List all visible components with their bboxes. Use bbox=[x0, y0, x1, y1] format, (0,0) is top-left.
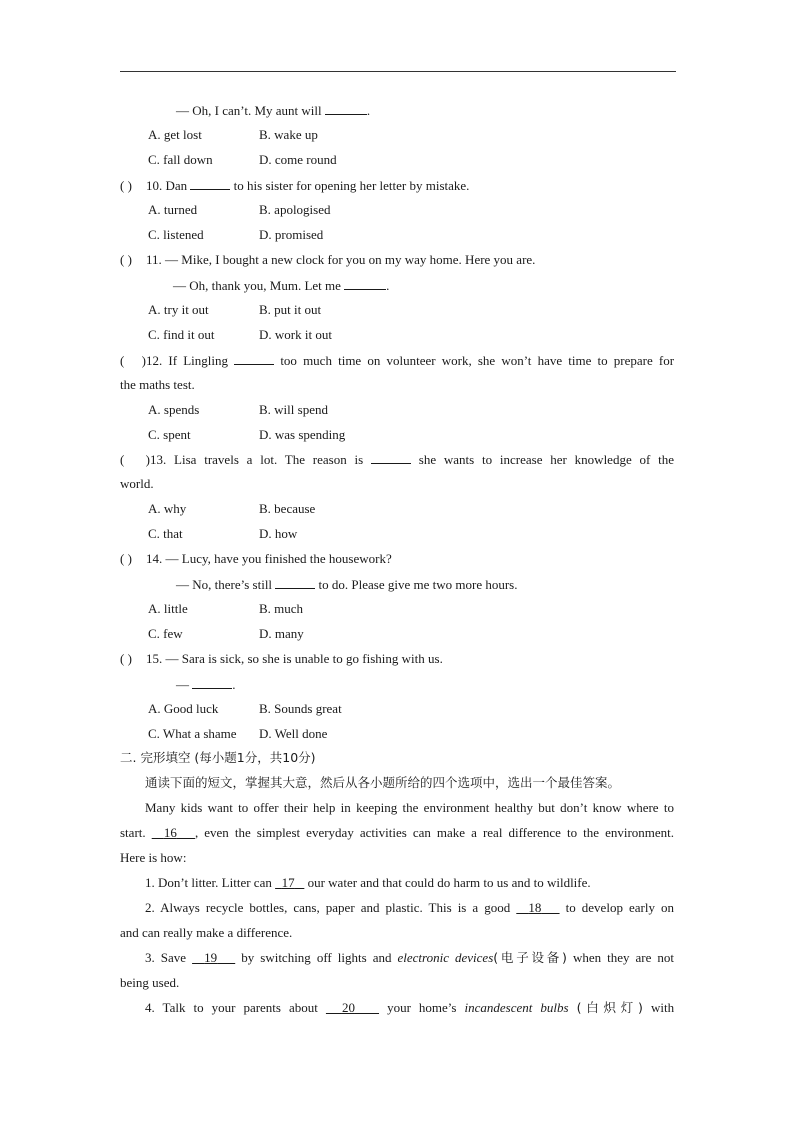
q14-option-a[interactable]: A. little bbox=[148, 601, 188, 616]
q12-option-a[interactable]: A. spends bbox=[148, 402, 200, 417]
passage-item3: 3. Save 19 by switching off lights and electronic devices(电子设备) when they are not bbox=[145, 950, 675, 965]
q9-option-a[interactable]: A. get lost bbox=[148, 127, 202, 142]
q15-option-b[interactable]: B. Sounds great bbox=[259, 701, 342, 716]
answer-blank[interactable] bbox=[325, 102, 367, 115]
passage-item2-cont: and can really make a difference. bbox=[120, 925, 293, 940]
q11-option-d[interactable]: D. work it out bbox=[259, 327, 332, 342]
q15-stem: ( ) 15. — Sara is sick, so she is unable to go fishing with us. bbox=[120, 651, 443, 666]
passage-p1-line1: Many kids want to offer their help in keeping the environment healthy but don’t know where to bbox=[145, 800, 674, 815]
q13-option-d[interactable]: D. how bbox=[259, 526, 298, 541]
q12-option-d[interactable]: D. was spending bbox=[259, 427, 346, 442]
q14-option-c[interactable]: C. few bbox=[148, 626, 183, 641]
q13-option-b[interactable]: B. because bbox=[259, 501, 316, 516]
answer-paren[interactable]: ( ) bbox=[120, 551, 132, 566]
cloze-blank-20[interactable]: 20 bbox=[341, 1000, 355, 1015]
cloze-blank-17[interactable]: 17 bbox=[281, 875, 295, 890]
header-rule bbox=[120, 71, 676, 72]
q10-option-c[interactable]: C. listened bbox=[148, 227, 204, 242]
q9-option-c[interactable]: C. fall down bbox=[148, 152, 213, 167]
q13-option-a[interactable]: A. why bbox=[148, 501, 187, 516]
q10-option-a[interactable]: A. turned bbox=[148, 202, 198, 217]
answer-paren[interactable]: ( ) bbox=[120, 252, 132, 267]
passage-p1-line2: start. 16 , even the simplest everyday activities can make a real difference to the environment. bbox=[120, 825, 675, 840]
cloze-blank-18[interactable]: 18 bbox=[528, 900, 542, 915]
q9-option-b[interactable]: B. wake up bbox=[259, 127, 318, 142]
q10-option-b[interactable]: B. apologised bbox=[259, 202, 331, 217]
q15-option-d[interactable]: D. Well done bbox=[259, 726, 328, 741]
q11-option-b[interactable]: B. put it out bbox=[259, 302, 322, 317]
cloze-blank-16[interactable]: 16 bbox=[163, 825, 177, 840]
q13-option-c[interactable]: C. that bbox=[148, 526, 183, 541]
answer-paren[interactable]: ( ) bbox=[120, 178, 132, 193]
section-title: 二. 完形填空 (每小题1分，共10分) bbox=[120, 750, 316, 765]
passage-item4: 4. Talk to your parents about 20 your home’s incandescent bulbs (白炽灯) with bbox=[145, 1000, 675, 1015]
q15-reply: — . bbox=[176, 677, 236, 692]
answer-paren[interactable]: ( ) bbox=[120, 452, 150, 467]
q9-option-d[interactable]: D. come round bbox=[259, 152, 337, 167]
q14-option-d[interactable]: D. many bbox=[259, 626, 304, 641]
q10-stem: ( ) 10. Dan to his sister for opening her letter by mistake. bbox=[120, 178, 470, 193]
q13-stem: ( )13. Lisa travels a lot. The reason is she wants to increase her knowledge of the bbox=[120, 452, 675, 467]
q11-option-a[interactable]: A. try it out bbox=[148, 302, 209, 317]
cloze-blank-19[interactable]: 19 bbox=[204, 950, 218, 965]
answer-blank[interactable] bbox=[234, 352, 274, 365]
q14-option-b[interactable]: B. much bbox=[259, 601, 304, 616]
passage-p1-line3: Here is how: bbox=[120, 850, 187, 865]
answer-blank[interactable] bbox=[371, 451, 411, 464]
q15-option-a[interactable]: A. Good luck bbox=[148, 701, 219, 716]
answer-blank[interactable] bbox=[275, 576, 315, 589]
q13-stem-cont: world. bbox=[120, 476, 154, 491]
answer-paren[interactable]: ( ) bbox=[120, 353, 146, 368]
q14-reply: — No, there’s still to do. Please give me two more hours. bbox=[176, 577, 518, 592]
passage-item1: 1. Don’t litter. Litter can 17 our water and that could do harm to us and to wildlife. bbox=[145, 875, 591, 890]
q12-option-b[interactable]: B. will spend bbox=[259, 402, 328, 417]
q11-stem: ( ) 11. — Mike, I bought a new clock for you on my way home. Here you are. bbox=[120, 252, 536, 267]
q10-option-d[interactable]: D. promised bbox=[259, 227, 324, 242]
passage-item2: 2. Always recycle bottles, cans, paper and plastic. This is a good 18 to develop early on bbox=[145, 900, 675, 915]
q11-reply: — Oh, thank you, Mum. Let me . bbox=[173, 278, 390, 293]
answer-blank[interactable] bbox=[192, 676, 232, 689]
q12-stem: ( )12. If Lingling too much time on volunteer work, she won’t have time to prepare for bbox=[120, 353, 675, 368]
section-instruction: 通读下面的短文，掌握其大意，然后从各小题所给的四个选项中，选出一个最佳答案。 bbox=[145, 775, 621, 790]
q15-option-c[interactable]: C. What a shame bbox=[148, 726, 237, 741]
q14-stem: ( ) 14. — Lucy, have you finished the housework? bbox=[120, 551, 392, 566]
q11-option-c[interactable]: C. find it out bbox=[148, 327, 215, 342]
answer-blank[interactable] bbox=[344, 277, 386, 290]
q12-option-c[interactable]: C. spent bbox=[148, 427, 191, 442]
passage-item3-cont: being used. bbox=[120, 975, 180, 990]
answer-blank[interactable] bbox=[190, 177, 230, 190]
q9-reply: — Oh, I can’t. My aunt will . bbox=[176, 103, 371, 118]
answer-paren[interactable]: ( ) bbox=[120, 651, 132, 666]
q12-stem-cont: the maths test. bbox=[120, 377, 195, 392]
